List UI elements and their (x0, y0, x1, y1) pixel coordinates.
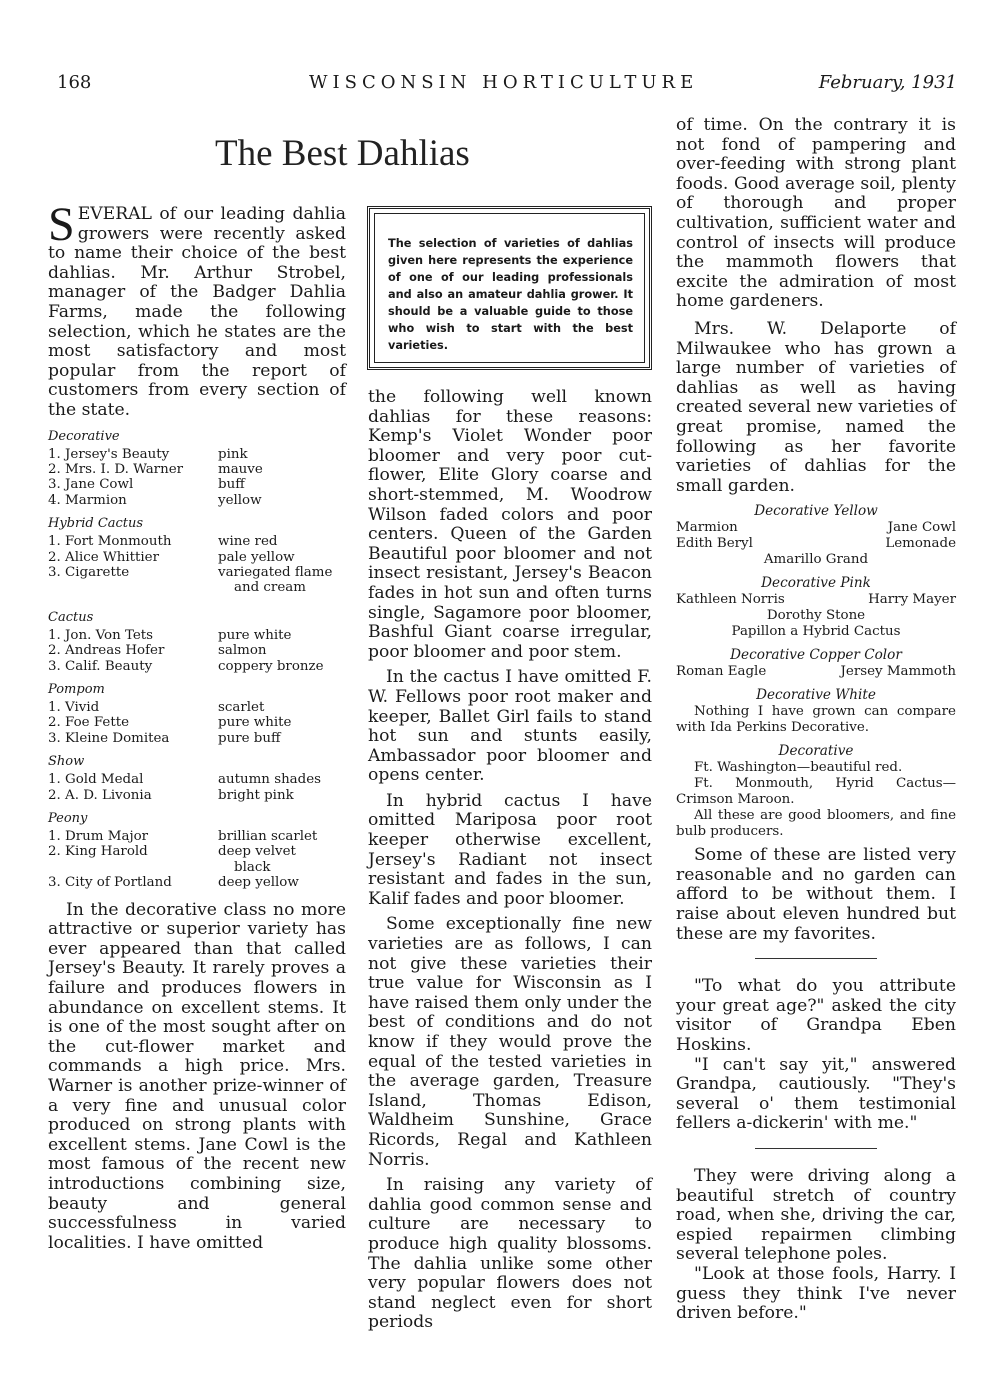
page-number: 168 (57, 72, 92, 93)
variety-name: 3. Cigarette (48, 564, 130, 580)
decorative-class-paragraph: In the decorative class no more attractive or superior variety has ever appeared than that called Jersey's Beauty. It rarely proves a failure and produces flowers in abundance on excellent stems. It is one of the most sought after on the cut-flower market and commands a high price. Mrs. Warner is another prize-winner of a very fine and unusual color produced on strong plants with excellent stems. Jane Cowl is the most famous of the recent new introductions combining size, beauty and general successfulness in varied localities. I have omitted (48, 899, 346, 1253)
variety-color: scarlet (218, 700, 265, 715)
list-item (48, 643, 346, 658)
heading-decorative-copper: Decorative Copper Color (730, 647, 902, 664)
issue-date: February, 1931 (818, 72, 957, 93)
delaporte-paragraph: Mrs. W. Delaporte of Milwaukee who has grown a large number of varieties of dahlias as well as having created several new varieties of great promise, named the following as her favorite varieties of dahlias for the small garden. (676, 318, 956, 496)
list-item (48, 700, 346, 715)
variety-color (218, 844, 346, 875)
list-item (48, 659, 346, 674)
variety-color: brillian scarlet (218, 829, 318, 845)
variety-name: Roman Eagle (676, 664, 767, 680)
variety-color: salmon (218, 643, 267, 659)
variety-name: Kathleen Norris (676, 592, 785, 608)
list-item (676, 664, 956, 680)
variety-color: mauve (218, 461, 263, 477)
variety-name: 2. Mrs. I. D. Warner (48, 461, 184, 477)
variety-color: buff (218, 477, 245, 493)
new-varieties-paragraph: Some exceptionally fine new varieties are as follows, I can not give these varieties their true value for Wisconsin as I have raised them only under the best of conditions and do not know if they would prove the equal of the tested varieties in the average garden, Treasure Island, Thomas Edison, Waldheim Sunshine, Grace Ricords, Regal and Kathleen Norris. (368, 914, 652, 1170)
list-heading-pompom: Pompom (48, 682, 105, 697)
list-item: Papillon a Hybrid Cactus (731, 624, 901, 640)
variety-name: Harry Mayer (868, 592, 956, 608)
list-item (676, 592, 956, 608)
list-item (48, 628, 346, 643)
variety-name: 2. King Harold (48, 844, 148, 860)
culture-continued-paragraph: of time. On the contrary it is not fond of pampering and over-feeding with strong plant foods. Good average soil, plenty of thorough and proper cultivation, sufficient water and control of insects will produce the mammoth flowers that excite the admiration of most home gardeners. (676, 115, 956, 312)
list-cactus (48, 628, 346, 674)
list-item (48, 844, 346, 875)
variety-name: 1. Vivid (48, 700, 100, 715)
variety-color: pale yellow (218, 549, 295, 565)
decorative-note-2: Ft. Monmouth, Hyrid Cactus—Crimson Maroon. (676, 776, 956, 808)
list-show (48, 772, 346, 803)
variety-name: 3. Calif. Beauty (48, 658, 153, 674)
variety-color-line2: black (234, 859, 271, 875)
variety-name: Marmion (676, 520, 738, 536)
omitted-varieties-paragraph: the following well known dahlias for these reasons: Kemp's Violet Wonder poor bloomer and very poor cut-flower, Elite Glory coarse and short-stemmed, M. Woodrow Wilson faded colors and poor centers. Queen of the Garden Beautiful poor bloomer and not insect resistant, Jersey's Beacon fades in hot sun and often turns single, Sagamore poor bloomer, Bashful Giant coarse irregular, poor bloomer and poor stem. (368, 387, 652, 662)
variety-name: 1. Gold Medal (48, 772, 144, 788)
list-item (48, 462, 346, 477)
variety-name: 2. A. D. Livonia (48, 787, 152, 803)
variety-name: 1. Fort Monmouth (48, 534, 172, 550)
variety-color: coppery bronze (218, 658, 324, 674)
list-hybrid-cactus (48, 534, 346, 596)
list-item (48, 772, 346, 787)
variety-name: Jersey Mammoth (840, 664, 956, 680)
heading-decorative: Decorative (778, 743, 854, 760)
variety-name: 4. Marmion (48, 492, 127, 508)
variety-color: pure white (218, 627, 292, 643)
list-item (48, 788, 346, 803)
variety-color: pure white (218, 715, 292, 731)
list-item (676, 520, 956, 536)
list-item (48, 829, 346, 844)
hybrid-cactus-omitted-paragraph: In hybrid cactus I have omitted Mariposa poor root keeper otherwise excellent, Jersey's Radiant not insect resistant and fades in the sun, Kalif fades and poor bloomer. (368, 790, 652, 909)
variety-name: Jane Cowl (887, 520, 956, 536)
section-divider (755, 958, 877, 959)
favorites-paragraph: Some of these are listed very reasonable and no garden can afford to be without them. I raise about eleven hundred but these are my favorites. (676, 845, 956, 944)
variety-name: 1. Jersey's Beauty (48, 446, 170, 462)
variety-list (48, 429, 346, 891)
variety-color: wine red (218, 534, 278, 550)
culture-paragraph: In raising any variety of dahlia good common sense and culture are necessary to produce high quality blossoms. The dahlia unlike some other very popular flowers does not stand neglect even for short periods (368, 1175, 652, 1333)
list-item (676, 536, 956, 552)
cactus-omitted-paragraph: In the cactus I have omitted F. W. Fellows poor root maker and keeper, Ballet Girl fails to stand hot sun and stunts easily, Ambassador poor bloomer and opens center. (368, 667, 652, 786)
variety-name: 2. Alice Whittier (48, 549, 159, 565)
list-heading-hybrid-cactus: Hybrid Cactus (48, 516, 144, 532)
variety-color: autumn shades (218, 772, 322, 788)
variety-color-line2: and cream (234, 580, 306, 596)
list-peony (48, 829, 346, 891)
joke-1-answer: "I can't say yit," answered Grandpa, cautiously. "They's several o' them testimonial fellers a-dickerin' with me." (676, 1054, 956, 1134)
variety-color: pink (218, 446, 248, 462)
variety-name: 1. Drum Major (48, 829, 149, 845)
decorative-note-1: Ft. Washington—beautiful red. (694, 760, 903, 776)
variety-color: deep yellow (218, 875, 299, 891)
list-heading-peony: Peony (48, 811, 88, 827)
section-divider (755, 1148, 877, 1149)
list-heading-cactus: Cactus (48, 609, 94, 625)
variety-name: 2. Andreas Hofer (48, 643, 165, 659)
decorative-white-text: Nothing I have grown can compare with Ida Perkins Decorative. (676, 704, 956, 736)
intro-paragraph (48, 198, 346, 421)
publication-title: WISCONSIN HORTICULTURE (309, 72, 699, 93)
list-item (48, 731, 346, 746)
editor-note-text: The selection of varieties of dahlias given here represents the experience of one of our leading professionals and also an amateur dahlia grower. It should be a valuable guide to those who wish to start with the best varieties. (388, 237, 633, 352)
variety-color-line1: variegated flame (218, 564, 333, 580)
variety-color (218, 565, 346, 596)
decorative-note-3: All these are good bloomers, and fine bulb producers. (676, 808, 956, 840)
joke-1-question: "To what do you attribute your great age?" asked the city visitor of Grandpa Eben Hoskins. (676, 976, 956, 1056)
variety-color: bright pink (218, 787, 294, 803)
column-2 (368, 388, 652, 1333)
variety-color: pure buff (218, 730, 281, 746)
list-item (48, 550, 346, 565)
variety-name: 2. Foe Fette (48, 715, 130, 731)
joke-2-punchline: "Look at those fools, Harry. I guess they think I've never driven before." (676, 1263, 956, 1324)
list-item (48, 715, 346, 730)
list-item: Dorothy Stone (766, 608, 866, 624)
column-3 (676, 116, 956, 1324)
intro-text: EVERAL of our leading dahlia growers were recently asked to name their choice of the best dahlias. Mr. Arthur Strobel, manager of the Badger Dahlia Farms, made the following selection, which he states are the most satisfactory and most popular from the report of customers from every section of the state. (48, 204, 346, 420)
variety-name: 3. City of Portland (48, 875, 172, 891)
variety-name: Edith Beryl (676, 536, 753, 552)
page-header (57, 72, 957, 98)
list-item (48, 477, 346, 492)
list-item (48, 875, 346, 890)
list-heading-decorative: Decorative (48, 428, 120, 444)
list-item (48, 493, 346, 508)
variety-name: 3. Kleine Domitea (48, 730, 170, 746)
list-pompom (48, 700, 346, 746)
editor-note-box (367, 206, 652, 370)
list-item (48, 534, 346, 549)
heading-decorative-yellow: Decorative Yellow (754, 503, 878, 520)
variety-color-line1: deep velvet (218, 844, 296, 860)
heading-decorative-pink: Decorative Pink (761, 575, 871, 592)
list-item: Amarillo Grand (763, 552, 869, 568)
variety-name: Lemonade (885, 536, 956, 552)
heading-decorative-white: Decorative White (756, 687, 876, 704)
joke-2-setup: They were driving along a beautiful stretch of country road, when she, driving the car, espied repairmen climbing several telephone poles. (676, 1166, 956, 1265)
drop-cap: S (48, 198, 75, 251)
list-heading-show: Show (48, 754, 85, 770)
list-item (48, 565, 346, 596)
article-title: The Best Dahlias (215, 133, 470, 174)
variety-name: 1. Jon. Von Tets (48, 627, 154, 643)
list-item (48, 447, 346, 462)
list-decorative (48, 447, 346, 509)
variety-name: 3. Jane Cowl (48, 477, 134, 493)
column-1 (48, 198, 346, 1253)
variety-color: yellow (218, 492, 262, 508)
